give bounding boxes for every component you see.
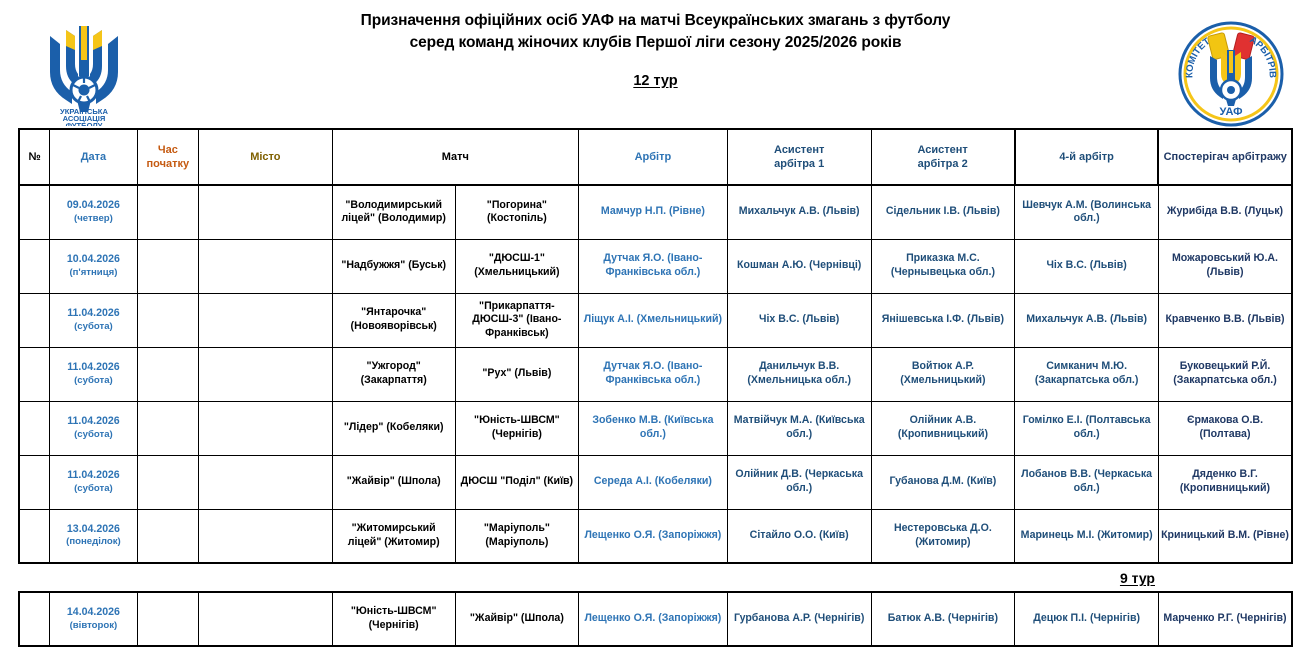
cell-time <box>137 401 199 455</box>
table-header-row <box>19 129 1292 185</box>
cell-match-home: "Житомирський ліцей" (Житомир) <box>332 509 455 563</box>
page-title-line-2: серед команд жіночих клубів Першої ліги сезону 2025/2026 років <box>409 34 902 52</box>
cell-date: 11.04.2026 (субота) <box>50 293 137 347</box>
cell-assistant-2: Приказка М.С. (Чернывецька обл.) <box>871 239 1015 293</box>
cell-assistant-2: Губанова Д.М. (Київ) <box>871 455 1015 509</box>
cell-date: 11.04.2026 (субота) <box>50 401 137 455</box>
col-header-as1-line2: арбітра 1 <box>774 158 825 170</box>
cell-assistant-2: Олійник А.В. (Кропивницький) <box>871 401 1015 455</box>
cell-city <box>199 239 332 293</box>
cell-observer: Можаровський Ю.А. (Львів) <box>1158 239 1292 293</box>
col-header-assistant-1 <box>727 129 871 185</box>
cell-referee: Ліщук А.І. (Хмельницький) <box>578 293 727 347</box>
cell-date: 14.04.2026 (вівторок) <box>50 592 137 646</box>
cell-match-away: "Погорина" (Костопіль) <box>455 185 578 239</box>
committee-logo-text-2: АРБІТРІВ <box>1247 34 1278 79</box>
cell-date: 13.04.2026 (понеділок) <box>50 509 137 563</box>
cell-fourth-referee: Шевчук А.М. (Волинська обл.) <box>1015 185 1159 239</box>
col-header-number: № <box>19 129 50 185</box>
cell-city <box>199 509 332 563</box>
cell-referee: Дутчак Я.О. (Івано-Франківська обл.) <box>578 239 727 293</box>
cell-time <box>137 455 199 509</box>
cell-fourth-referee: Симканич М.Ю. (Закарпатська обл.) <box>1015 347 1159 401</box>
uaf-logo <box>30 14 138 126</box>
cell-date: 10.04.2026 (п'ятниця) <box>50 239 137 293</box>
cell-referee: Зобенко М.В. (Київська обл.) <box>578 401 727 455</box>
col-header-as1-line1: Асистент <box>774 143 825 156</box>
cell-number <box>19 509 50 563</box>
cell-observer: Журибіда В.В. (Луцьк) <box>1158 185 1292 239</box>
cell-referee: Мамчур Н.П. (Рівне) <box>578 185 727 239</box>
cell-time <box>137 509 199 563</box>
cell-city <box>199 592 332 646</box>
cell-fourth-referee: Децюк П.І. (Чернігів) <box>1015 592 1159 646</box>
cell-number <box>19 592 50 646</box>
cell-city <box>199 401 332 455</box>
committee-logo-text-3: УАФ <box>1219 106 1243 118</box>
cell-assistant-2: Нестеровська Д.О. (Житомир) <box>871 509 1015 563</box>
cell-time <box>137 347 199 401</box>
cell-number <box>19 185 50 239</box>
cell-date: 11.04.2026 (субота) <box>50 455 137 509</box>
cell-date: 09.04.2026 (четвер) <box>50 185 137 239</box>
cell-city <box>199 455 332 509</box>
cell-assistant-1: Кошман А.Ю. (Чернівці) <box>727 239 871 293</box>
cell-match-away: "Юність-ШВСМ" (Чернігів) <box>455 401 578 455</box>
uaf-logo-text-3: ФУТБОЛУ <box>65 121 103 126</box>
col-header-as2-line1: Асистент <box>917 143 968 156</box>
cell-assistant-1: Михальчук А.В. (Львів) <box>727 185 871 239</box>
table-row <box>19 347 1292 401</box>
page-title-line-1: Призначення офіційних осіб УАФ на матчі Всеукраїнських змагань з футболу <box>360 12 951 29</box>
table-body-tour-12 <box>19 185 1292 563</box>
col-header-fourth-referee: 4-й арбітр <box>1015 129 1159 185</box>
committee-logo-text-1: КОМІТЕТ <box>1184 36 1213 79</box>
cell-assistant-2: Батюк А.В. (Чернігів) <box>871 592 1015 646</box>
col-header-time-line1: Час <box>157 143 178 156</box>
cell-city <box>199 293 332 347</box>
cell-time <box>137 185 199 239</box>
col-header-time <box>137 129 199 185</box>
cell-fourth-referee: Чіх В.С. (Львів) <box>1015 239 1159 293</box>
cell-assistant-1: Чіх В.С. (Львів) <box>727 293 871 347</box>
cell-match-home: "Надбужжя" (Буськ) <box>332 239 455 293</box>
table-row <box>19 509 1292 563</box>
cell-match-away: "Прикарпаття-ДЮСШ-3" (Івано-Франківськ) <box>455 293 578 347</box>
cell-date: 11.04.2026 (субота) <box>50 347 137 401</box>
cell-number <box>19 239 50 293</box>
cell-assistant-1: Матвійчук М.А. (Київська обл.) <box>727 401 871 455</box>
cell-match-home: "Лідер" (Кобеляки) <box>332 401 455 455</box>
cell-observer: Дяденко В.Г. (Кропивницький) <box>1158 455 1292 509</box>
cell-time <box>137 592 199 646</box>
table-row <box>19 401 1292 455</box>
schedule-table-tour-9 <box>18 591 1293 647</box>
tour-label-9-wrap <box>18 564 1293 591</box>
schedule-table-tour-12 <box>18 128 1293 564</box>
cell-match-away: "Маріуполь" (Маріуполь) <box>455 509 578 563</box>
cell-observer: Кравченко В.В. (Львів) <box>1158 293 1292 347</box>
table-row <box>19 185 1292 239</box>
cell-match-home: "Ужгород" (Закарпаття) <box>332 347 455 401</box>
table-row <box>19 592 1292 646</box>
table-row <box>19 239 1292 293</box>
cell-match-away: "Рух" (Львів) <box>455 347 578 401</box>
cell-assistant-1: Сітайло О.О. (Київ) <box>727 509 871 563</box>
table-row <box>19 455 1292 509</box>
cell-referee: Дутчак Я.О. (Івано-Франківська обл.) <box>578 347 727 401</box>
title-block <box>160 10 1151 89</box>
col-header-match: Матч <box>332 129 578 185</box>
cell-match-away: "ДЮСШ-1" (Хмельницький) <box>455 239 578 293</box>
cell-match-home: "Володимирський ліцей" (Володимир) <box>332 185 455 239</box>
col-header-referee: Арбітр <box>578 129 727 185</box>
cell-time <box>137 293 199 347</box>
cell-match-home: "Жайвір" (Шпола) <box>332 455 455 509</box>
cell-assistant-1: Гурбанова А.Р. (Чернігів) <box>727 592 871 646</box>
uaf-logo-text-1: УКРАЇНСЬКА <box>60 107 108 116</box>
cell-city <box>199 347 332 401</box>
cell-referee: Лещенко О.Я. (Запоріжжя) <box>578 509 727 563</box>
table-row <box>19 293 1292 347</box>
cell-number <box>19 455 50 509</box>
cell-observer: Криницький В.М. (Рівне) <box>1158 509 1292 563</box>
cell-number <box>19 401 50 455</box>
referees-committee-logo <box>1177 20 1285 128</box>
cell-assistant-1: Олійник Д.В. (Черкаська обл.) <box>727 455 871 509</box>
schedule-table-9-wrap <box>0 591 1311 647</box>
col-header-time-line2: початку <box>146 158 190 170</box>
table-body-tour-9 <box>19 592 1292 646</box>
schedule-table-12-wrap <box>0 128 1311 564</box>
tour-label-9: 9 тур <box>1119 570 1155 586</box>
tour-label-main: 12 тур <box>633 72 678 89</box>
cell-match-home: "Юність-ШВСМ" (Чернігів) <box>332 592 455 646</box>
cell-assistant-1: Данильчук В.В. (Хмельницька обл.) <box>727 347 871 401</box>
cell-city <box>199 185 332 239</box>
col-header-as2-line2: арбітра 2 <box>917 158 968 170</box>
cell-observer: Буковецький Р.Й. (Закарпатська обл.) <box>1158 347 1292 401</box>
cell-assistant-2: Сідельник І.В. (Львів) <box>871 185 1015 239</box>
cell-fourth-referee: Гомілко Е.І. (Полтавська обл.) <box>1015 401 1159 455</box>
cell-match-away: ДЮСШ "Поділ" (Київ) <box>455 455 578 509</box>
cell-referee: Середа А.І. (Кобеляки) <box>578 455 727 509</box>
uaf-logo-text-2: АСОЦІАЦІЯ <box>62 114 106 123</box>
cell-observer: Єрмакова О.В. (Полтава) <box>1158 401 1292 455</box>
col-header-observer: Спостерігач арбітражу <box>1158 129 1292 185</box>
cell-number <box>19 293 50 347</box>
cell-number <box>19 347 50 401</box>
page-header <box>0 0 1311 128</box>
cell-assistant-2: Войтюк А.Р. (Хмельницький) <box>871 347 1015 401</box>
cell-match-home: "Янтарочка" (Новояворівськ) <box>332 293 455 347</box>
cell-fourth-referee: Маринець М.І. (Житомир) <box>1015 509 1159 563</box>
cell-fourth-referee: Михальчук А.В. (Львів) <box>1015 293 1159 347</box>
cell-time <box>137 239 199 293</box>
cell-match-away: "Жайвір" (Шпола) <box>455 592 578 646</box>
cell-assistant-2: Янішевська І.Ф. (Львів) <box>871 293 1015 347</box>
cell-referee: Лещенко О.Я. (Запоріжжя) <box>578 592 727 646</box>
cell-observer: Марченко Р.Г. (Чернігів) <box>1158 592 1292 646</box>
cell-fourth-referee: Лобанов В.В. (Черкаська обл.) <box>1015 455 1159 509</box>
col-header-city: Місто <box>199 129 332 185</box>
col-header-assistant-2 <box>871 129 1015 185</box>
col-header-date: Дата <box>50 129 137 185</box>
